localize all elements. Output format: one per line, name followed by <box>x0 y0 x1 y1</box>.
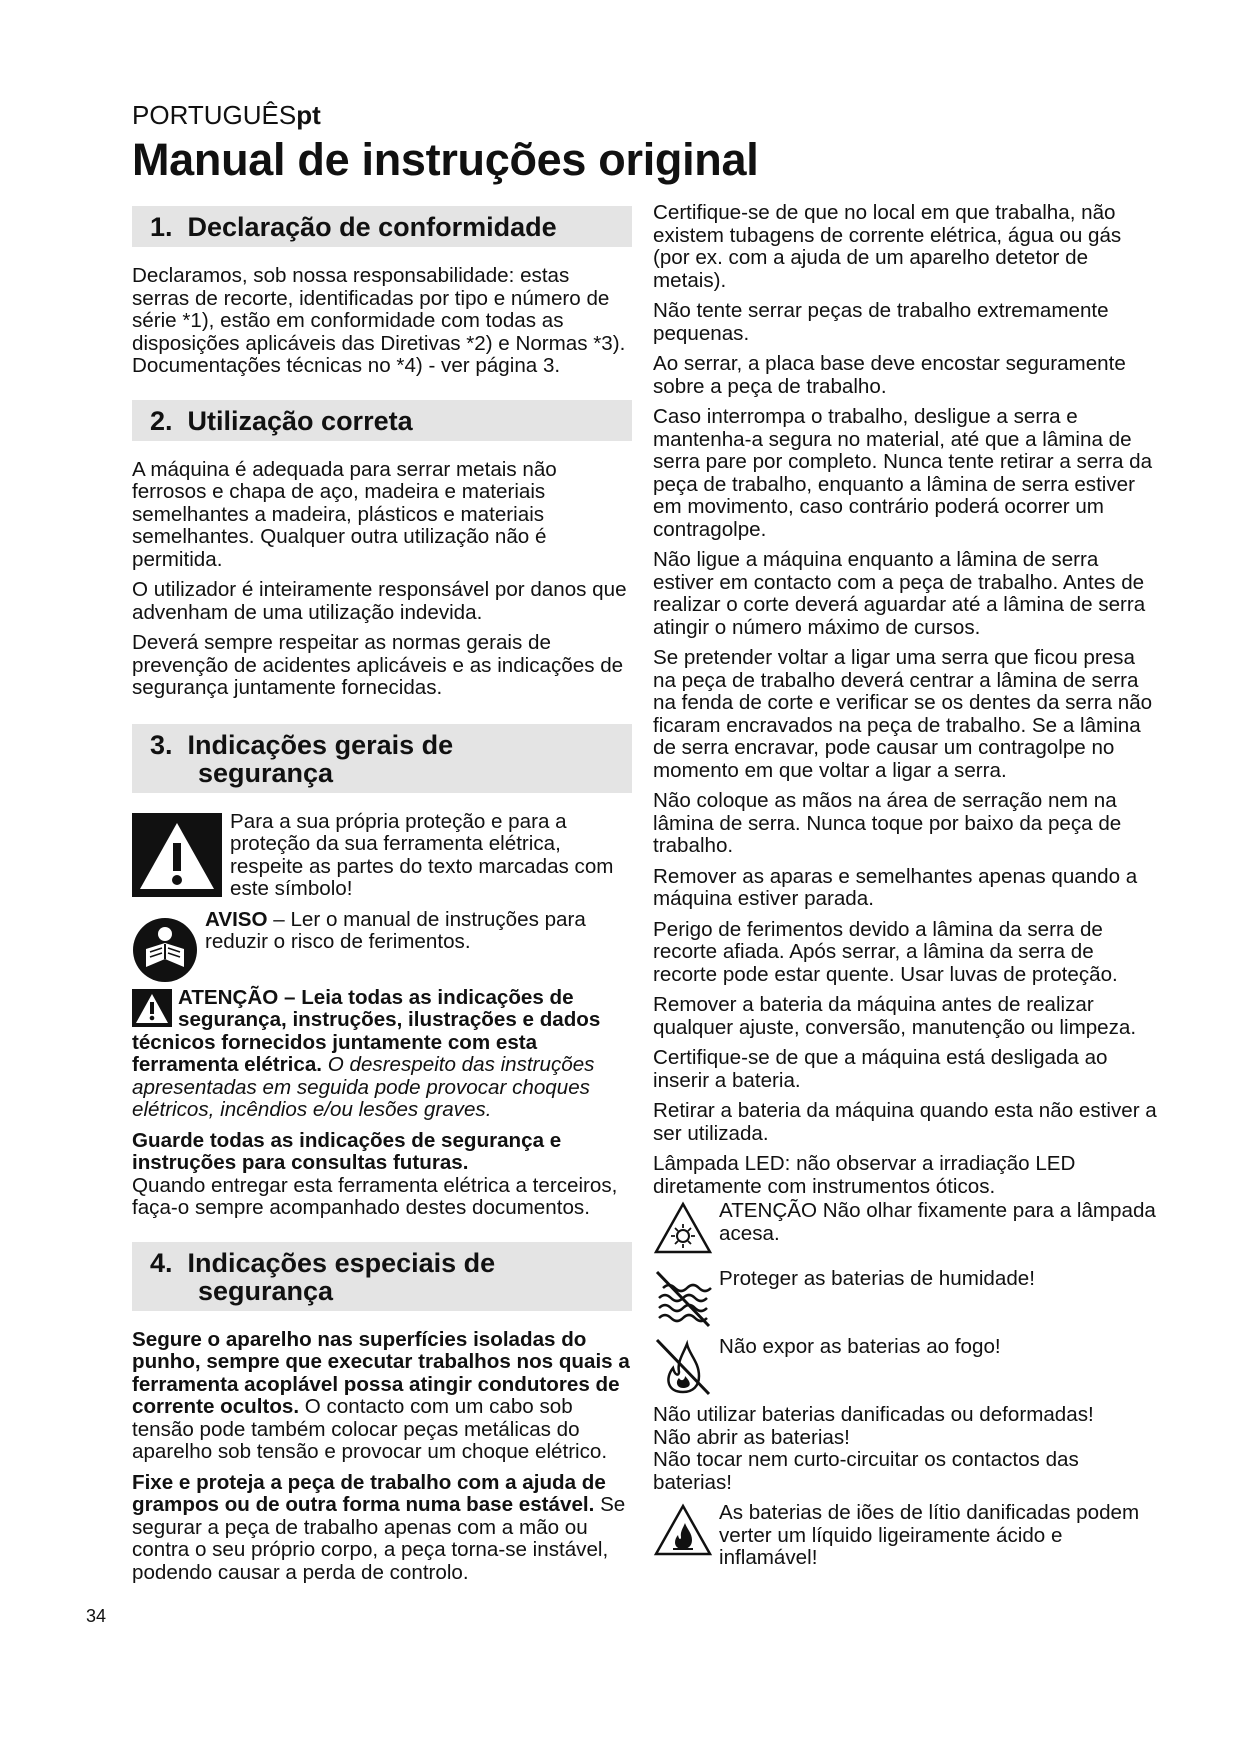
warning-symbol-block <box>132 811 632 901</box>
flammable-icon <box>653 1502 713 1558</box>
led-text: Lâmpada LED: não observar a irradiação LED diretamente com instrumentos óticos. <box>653 1152 1076 1198</box>
usage-text-3: Deverá sempre respeitar as normas gerais de prevenção de acidentes aplicáveis e as indicações de segurança juntamente fornecidas. <box>132 631 624 699</box>
base-plate-text: Ao serrar, a placa base deve encostar seguramente sobre a peça de trabalho. <box>653 352 1126 398</box>
battery-unused-text: Retirar a bateria da máquina quando esta não estiver a ser utilizada. <box>653 1099 1157 1145</box>
conformity-text: Declaramos, sob nossa responsabilidade: estas serras de recorte, identificadas por tipo e número de série *1), estão em conformidade com todas as disposições aplicáveis das Diretivas *2) e Normas *3). Documentações técnicas no *4) - ver página 3. <box>132 264 626 377</box>
usage-text-1: A máquina é adequada para serrar metais não ferrosos e chapa de aço, madeira e materiais semelhantes a madeira, plásticos e materiais semelhantes. Qualquer outra utilização não é permitida. <box>132 457 557 571</box>
section-heading-3: 3. Indicações gerais de segurança <box>132 724 632 793</box>
usage-text-2: O utilizador é inteiramente responsável por danos que advenham de uma utilização indevida. <box>132 578 627 624</box>
do-not-open-text: Não abrir as baterias! <box>653 1425 850 1449</box>
insert-battery-text: Certifique-se de que a máquina está desligada ao inserir a bateria. <box>653 1046 1108 1092</box>
hands-text: Não coloque as mãos na área de serração nem na lâmina de serra. Nunca toque por baixo da peça de trabalho. <box>653 789 1122 857</box>
fire-row <box>653 1336 1161 1398</box>
section-heading-2: 2. Utilização correta <box>132 400 632 441</box>
liion-row <box>653 1502 1161 1570</box>
language-label <box>132 100 321 130</box>
language-code: pt <box>296 100 321 130</box>
read-manual-icon <box>132 917 198 983</box>
led-warning-icon <box>653 1200 713 1256</box>
liion-text: As baterias de iões de lítio danificadas podem verter um líquido ligeiramente ácido e inflamável! <box>719 1501 1140 1569</box>
chips-text: Remover as aparas e semelhantes apenas quando a máquina estiver parada. <box>653 864 1138 910</box>
attention-text: ATENÇÃO – Leia todas as indicações de segurança, instruções, ilustrações e dados técnicos fornecidos juntamente com esta ferramenta elétrica. O desrespeito das instruções apresentadas em seguida pode provocar choques elétricos, incêndios e/ou lesões graves. <box>132 985 601 1121</box>
sharp-blade-text: Perigo de ferimentos devido a lâmina da serra de recorte afiada. Após serrar, a lâmina da serra de recorte pode estar quente. Usar luvas de proteção. <box>653 917 1118 986</box>
keep-instructions-text: Quando entregar esta ferramenta elétrica a terceiros, faça-o sempre acompanhado destes documentos. <box>132 1173 618 1219</box>
fire-text: Não expor as baterias ao fogo! <box>719 1335 1001 1358</box>
warning-symbol-text: Para a sua própria proteção e para a proteção da sua ferramenta elétrica, respeite as partes do texto marcadas com este símbolo! <box>230 809 614 900</box>
damaged-batteries-text: Não utilizar baterias danificadas ou deformadas! <box>653 1403 1094 1426</box>
no-fire-icon <box>653 1336 713 1398</box>
restart-saw-text: Se pretender voltar a ligar uma serra que ficou presa na peça de trabalho deverá centrar a lâmina de serra na fenda de corte e verificar se os dentes da serra não ficaram encravados na peça de trabalho. Se a lâmina de serra encravar, pode causar um contragolpe no momento em que voltar a ligar a serra. <box>653 646 1153 782</box>
short-circuit-text: Não tocar nem curto-circuitar os contactos das baterias! <box>653 1448 1079 1494</box>
section-heading-1: 1. Declaração de conformidade <box>132 206 632 247</box>
led-warning-text: ATENÇÃO Não olhar fixamente para a lâmpada acesa. <box>719 1199 1156 1245</box>
clamp-workpiece-text: Fixe e proteja a peça de trabalho com a ajuda de grampos ou de outra forma numa base estável. Se segurar a peça de trabalho apenas com a mão ou contra o seu próprio corpo, a peça torna-se instável, podendo causar a perda de controlo. <box>132 1470 626 1584</box>
humidity-text: Proteger as baterias de humidade! <box>719 1267 1035 1290</box>
page-number: 34 <box>86 1606 107 1626</box>
left-column <box>132 206 632 1592</box>
right-column <box>653 202 1161 1578</box>
humidity-row <box>653 1268 1161 1330</box>
keep-instructions-bold: Guarde todas as indicações de segurança e instruções para consultas futuras. <box>132 1128 562 1174</box>
no-water-icon <box>653 1268 713 1330</box>
interrupt-work-text: Caso interrompa o trabalho, desligue a serra e mantenha-a segura no material, até que a lâmina de serra pare por completo. Nunca tente retirar a serra da peça de trabalho, enquanto a lâmina de serra estiver em movimento, caso contrário poderá ocorrer um contragolpe. <box>653 405 1153 541</box>
led-warning-row <box>653 1200 1161 1262</box>
language-name: PORTUGUÊS <box>132 100 297 130</box>
aviso-text: AVISO – Ler o manual de instruções para reduzir o risco de ferimentos. <box>205 907 586 953</box>
warning-triangle-icon <box>132 813 222 897</box>
warning-triangle-small-icon <box>132 989 172 1027</box>
check-pipes-text: Certifique-se de que no local em que trabalha, não existem tubagens de corrente elétrica, água ou gás (por ex. com a ajuda de um aparelho detetor de metais). <box>653 201 1122 292</box>
switch-on-text: Não ligue a máquina enquanto a lâmina de serra estiver em contacto com a peça de trabalho. Antes de realizar o corte deverá aguardar até a lâmina de serra atingir o número máximo de cursos. <box>653 548 1146 639</box>
hold-insulated-text: Segure o aparelho nas superfícies isoladas do punho, sempre que executar trabalhos nos quais a ferramenta acoplável possa atingir condutores de corrente ocultos. O contacto com um cabo sob tensão pode também colocar peças metálicas do aparelho sob tensão e provocar um choque elétrico. <box>132 1327 630 1463</box>
read-manual-block <box>132 909 632 977</box>
section-heading-4: 4. Indicações especiais de segurança <box>132 1242 632 1311</box>
page-title: Manual de instruções original <box>132 134 759 185</box>
attention-block <box>132 987 632 1122</box>
remove-battery-text: Remover a bateria da máquina antes de realizar qualquer ajuste, conversão, manutenção ou limpeza. <box>653 993 1137 1039</box>
small-pieces-text: Não tente serrar peças de trabalho extremamente pequenas. <box>653 299 1109 345</box>
